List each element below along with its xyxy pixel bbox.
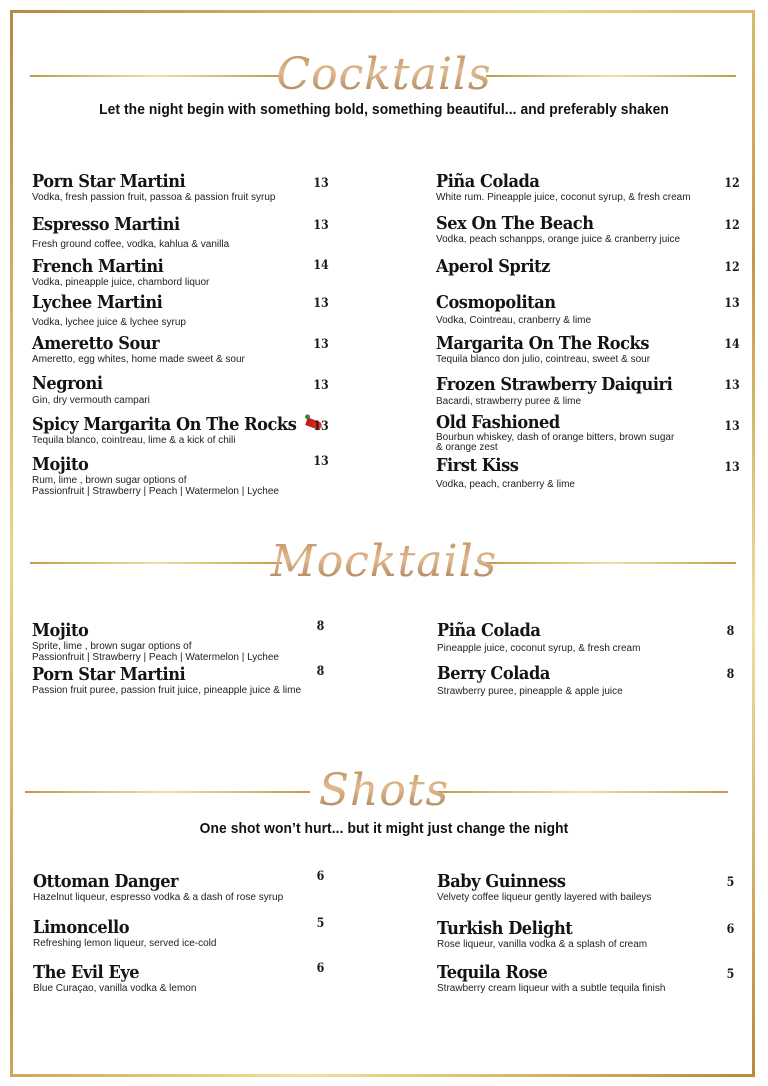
menu-item: [436, 213, 736, 245]
item-price: 13: [313, 419, 329, 434]
item-name: Frozen Strawberry Daiquiri: [436, 374, 673, 395]
item-name: Turkish Delight: [437, 918, 573, 939]
item-description: Sprite, lime , brown sugar options of: [32, 641, 192, 652]
item-name: Espresso Martini: [32, 214, 180, 235]
item-description: Strawberry puree, pineapple & apple juice: [437, 686, 623, 697]
item-name: Negroni: [32, 373, 103, 394]
menu-item: [32, 214, 332, 250]
shots-tagline: One shot won’t hurt... but it might just change the night: [199, 820, 569, 837]
item-price: 6: [316, 869, 325, 884]
item-description: Hazelnut liqueur, espresso vodka & a dash of rose syrup: [33, 892, 284, 903]
item-price: 13: [313, 454, 329, 469]
menu-item: [32, 373, 332, 406]
item-description: Rum, lime , brown sugar options of: [32, 475, 187, 486]
item-name: Porn Star Martini: [32, 171, 186, 192]
item-price: 13: [724, 296, 740, 311]
menu-item: [32, 171, 332, 203]
item-price: 12: [724, 218, 740, 233]
item-description: Vodka, fresh passion fruit, passoa & passion fruit syrup: [32, 192, 276, 203]
menu-item: [33, 962, 333, 994]
item-description-cont: & orange zest: [436, 442, 498, 453]
item-description: Gin, dry vermouth campari: [32, 395, 150, 406]
item-price: 14: [724, 337, 740, 352]
shots-section-header: [0, 761, 768, 821]
item-description: Vodka, Cointreau, cranberry & lime: [436, 315, 592, 326]
menu-item: [436, 455, 736, 490]
item-name: Aperol Spritz: [436, 256, 550, 277]
item-name: Lychee Martini: [32, 292, 163, 313]
item-price: 8: [726, 667, 735, 682]
menu-item: [436, 256, 736, 277]
item-price: 14: [313, 258, 329, 273]
menu-item: [436, 333, 736, 365]
item-price: 5: [726, 967, 735, 982]
menu-item: [33, 871, 333, 903]
item-name: Tequila Rose: [437, 962, 548, 983]
item-name: Margarita On The Rocks: [436, 333, 649, 354]
item-price: 8: [316, 664, 325, 679]
item-description: Pineapple juice, coconut syrup, & fresh cream: [437, 643, 641, 654]
cocktails-tagline: Let the night begin with something bold, something beautiful... and preferably shaken: [99, 101, 669, 118]
item-description: Vodka, peach schanpps, orange juice & cranberry juice: [436, 234, 681, 245]
menu-item: [33, 917, 333, 949]
item-name: Piña Colada: [437, 620, 541, 641]
item-name: Old Fashioned: [436, 412, 560, 433]
item-price: 8: [316, 619, 325, 634]
item-description: Strawberry cream liqueur with a subtle tequila finish: [437, 983, 666, 994]
item-description: Vodka, peach, cranberry & lime: [436, 479, 575, 490]
item-description: Refreshing lemon liqueur, served ice-cold: [33, 938, 217, 949]
item-price: 6: [726, 922, 735, 937]
menu-item: [437, 962, 737, 994]
item-price: 12: [724, 260, 740, 275]
menu-item: [437, 663, 737, 697]
item-name: Ameretto Sour: [32, 333, 160, 354]
item-description: Ameretto, egg whites, home made sweet & sour: [32, 354, 245, 365]
item-name: Cosmopolitan: [436, 292, 556, 313]
menu-item: [436, 171, 736, 203]
item-description: Fresh ground coffee, vodka, kahlua & vanilla: [32, 239, 230, 250]
item-description: Blue Curaçao, vanilla vodka & lemon: [33, 983, 197, 994]
cocktails-section-header: [0, 45, 768, 105]
menu-item: [436, 374, 736, 407]
item-price: 13: [313, 296, 329, 311]
item-price: 8: [726, 624, 735, 639]
item-price: 13: [313, 378, 329, 393]
menu-item: [32, 333, 332, 365]
item-name: Spicy Margarita On The Rocks: [32, 414, 297, 435]
item-description: Bourbun whiskey, dash of orange bitters, brown sugar: [436, 432, 675, 443]
item-name: Berry Colada: [437, 663, 550, 684]
item-price: 12: [724, 176, 740, 191]
menu-item: [32, 292, 332, 328]
item-price: 13: [313, 176, 329, 191]
item-description: Bacardi, strawberry puree & lime: [436, 396, 582, 407]
item-price: 5: [726, 875, 735, 890]
menu-item: [32, 414, 322, 446]
item-name: Baby Guinness: [437, 871, 566, 892]
menu-item: [32, 620, 332, 663]
item-price: 6: [316, 961, 325, 976]
item-price: 13: [724, 419, 740, 434]
item-price: 13: [313, 218, 329, 233]
item-name: The Evil Eye: [33, 962, 140, 983]
shots-title: Shots: [0, 761, 768, 821]
item-name: Sex On The Beach: [436, 213, 594, 234]
item-name: First Kiss: [436, 455, 519, 476]
item-price: 5: [316, 916, 325, 931]
cocktails-title: Cocktails: [0, 45, 768, 105]
item-name: Ottoman Danger: [33, 871, 179, 892]
item-description: Rose liqueur, vanilla vodka & a splash of cream: [437, 939, 648, 950]
menu-item: [32, 256, 332, 288]
item-description: Passion fruit puree, passion fruit juice, pineapple juice & lime: [32, 685, 302, 696]
menu-item: [437, 871, 737, 903]
item-price: 13: [724, 460, 740, 475]
item-description-options: Passionfruit | Strawberry | Peach | Watermelon | Lychee: [32, 486, 279, 497]
mocktails-section-header: [0, 532, 768, 592]
item-description: White rum. Pineapple juice, coconut syrup, & fresh cream: [436, 192, 691, 203]
menu-item: [437, 620, 737, 654]
item-price: 13: [724, 378, 740, 393]
menu-item: [32, 664, 332, 696]
item-name: Mojito: [32, 620, 89, 641]
item-description-options: Passionfruit | Strawberry | Peach | Watermelon | Lychee: [32, 652, 279, 663]
item-price: 13: [313, 337, 329, 352]
menu-item: [437, 918, 737, 950]
item-description: Velvety coffee liqueur gently layered with baileys: [437, 892, 652, 903]
item-name: Limoncello: [33, 917, 130, 938]
item-name: Mojito: [32, 454, 89, 475]
item-description: Tequila blanco, cointreau, lime & a kick of chili: [32, 435, 236, 446]
item-description: Vodka, lychee juice & lychee syrup: [32, 317, 186, 328]
mocktails-title: Mocktails: [0, 532, 768, 592]
menu-item: [436, 414, 736, 453]
item-name: French Martini: [32, 256, 164, 277]
menu-item: [436, 292, 736, 326]
item-name: Porn Star Martini: [32, 664, 186, 685]
item-description: Vodka, pineapple juice, chambord liquor: [32, 277, 210, 288]
menu-item: [32, 454, 332, 497]
item-name: Piña Colada: [436, 171, 540, 192]
item-description: Tequila blanco don julio, cointreau, sweet & sour: [436, 354, 651, 365]
